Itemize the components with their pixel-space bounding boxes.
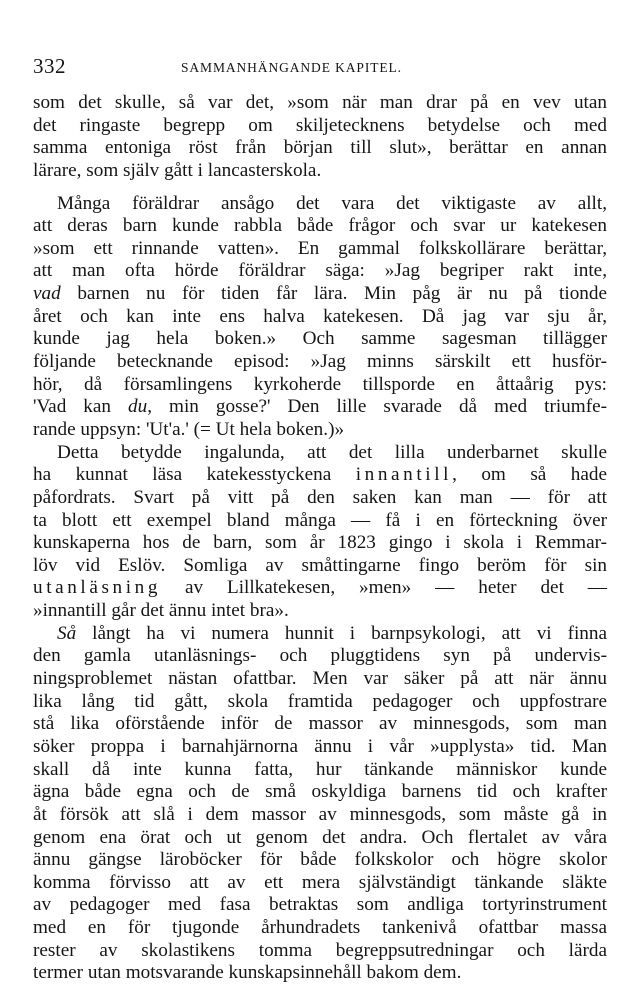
- text-line: kunde jag hela boken.» Och samme sagesman tillägger: [33, 328, 607, 350]
- text-line: kunskaperna hos de barn, som år 1823 gingo i skola i Remmar-: [33, 532, 607, 554]
- text-line: samma entoniga röst från början till slut», berättar en annan: [33, 137, 607, 159]
- text-line: lärare, som själv gått i lancasterskola.: [33, 159, 322, 181]
- running-title: SAMMANHÄNGANDE KAPITEL.: [181, 60, 402, 75]
- text-line: komma förvisso att av ett mera självständigt tänkande släkte: [33, 871, 607, 893]
- text-line: löv vid Eslöv. Somliga av småttingarne fingo beröm för sin: [33, 554, 607, 576]
- text-line: det ringaste begrepp om skiljetecknens betydelse och med: [33, 114, 607, 136]
- text-line: påfordrats. Svart på vitt på den saken kan man — för att: [33, 486, 607, 508]
- body-text: [33, 92, 607, 985]
- text-line: hör, då församlingens kyrkoherde tillsporde en åttaårig pys:: [33, 373, 607, 395]
- text-line: rande uppsyn: 'Ut'a.' (= Ut hela boken.)»: [33, 418, 345, 440]
- text-line: att deras barn kunde rabbla både frågor och svar ur katekesen: [33, 215, 607, 237]
- page-header: [33, 54, 443, 84]
- text-line: skall då inte kunna fatta, hur tänkande människor kunde: [33, 758, 607, 780]
- text-line: stå lika oförstående inför de massor av minnesgods, som man: [33, 713, 607, 735]
- text-line: lika lång tid gått, skola framtida pedagoger och uppfostrare: [33, 690, 607, 712]
- text-line: Många föräldrar ansågo det vara det viktigaste av allt,: [57, 192, 607, 214]
- text-line: ännu gängse läroböcker för både folkskolor och högre skolor: [33, 849, 607, 871]
- emphasis-word: vad: [33, 283, 61, 305]
- emphasis-word: innantill: [355, 464, 453, 486]
- text-line: följande betecknande episod: »Jag minns särskilt ett husför-: [33, 351, 607, 373]
- paragraph-gap: [33, 183, 607, 193]
- text-line: ta blott ett exempel bland många — få i en förteckning över: [33, 509, 607, 531]
- text-line: söker proppa i barnahjärnorna ännu i vår »upplysta» tid. Man: [33, 735, 607, 757]
- text-line: 'Vad kan du, min gosse?' Den lille svarade då med triumfe-: [33, 396, 607, 418]
- text-line: Så långt ha vi numera hunnit i barnpsykologi, att vi finna: [57, 622, 607, 644]
- emphasis-word: Så: [57, 622, 77, 644]
- text-line: åt försök att slå i dem massor av minnesgods, som måste gå in: [33, 803, 607, 825]
- text-line: Detta betydde ingalunda, att det lilla underbarnet skulle: [57, 441, 607, 463]
- text-line: utanläsning av Lillkatekesen, »men» — heter det —: [33, 577, 607, 599]
- text-line: att man ofta hörde föräldrar säga: »Jag begriper rakt inte,: [33, 260, 607, 282]
- emphasis-word: utanläsning: [33, 577, 162, 599]
- text-line: »innantill går det ännu intet bra».: [33, 600, 289, 622]
- text-line: året och kan inte ens halva katekesen. Då jag var sju år,: [33, 305, 607, 327]
- text-line: av pedagoger med fasa betraktas som andliga tortyrinstrument: [33, 894, 607, 916]
- text-line: som det skulle, så var det, »som när man drar på en vev utan: [33, 92, 607, 113]
- text-line: rester av skolastikens tomma begreppsutredningar och lärda: [33, 939, 607, 961]
- text-line: med en för tjugonde århundradets tankenivå ofattbar massa: [33, 917, 607, 939]
- text-line: ningsproblemet nästan ofattbar. Men var säker på att när ännu: [33, 668, 607, 690]
- text-line: den gamla utanläsnings- och pluggtidens syn på undervis-: [33, 645, 607, 667]
- page-number: 332: [33, 54, 66, 78]
- text-line: ha kunnat läsa katekesstyckena innantill, om så hade: [33, 464, 607, 486]
- emphasis-word: du: [128, 396, 148, 418]
- text-line: »som ett rinnande vatten». En gammal folkskollärare berättar,: [33, 237, 607, 259]
- text-line: vad barnen nu för tiden får lära. Min påg är nu på tionde: [33, 283, 607, 305]
- text-line: genom ena örat och ut genom det andra. Och flertalet av våra: [33, 826, 607, 848]
- text-line: termer utan motsvarande kunskapsinnehåll bakom dem.: [33, 962, 462, 984]
- text-line: ägna både egna och de små oskyldiga barnens tid och krafter: [33, 781, 607, 803]
